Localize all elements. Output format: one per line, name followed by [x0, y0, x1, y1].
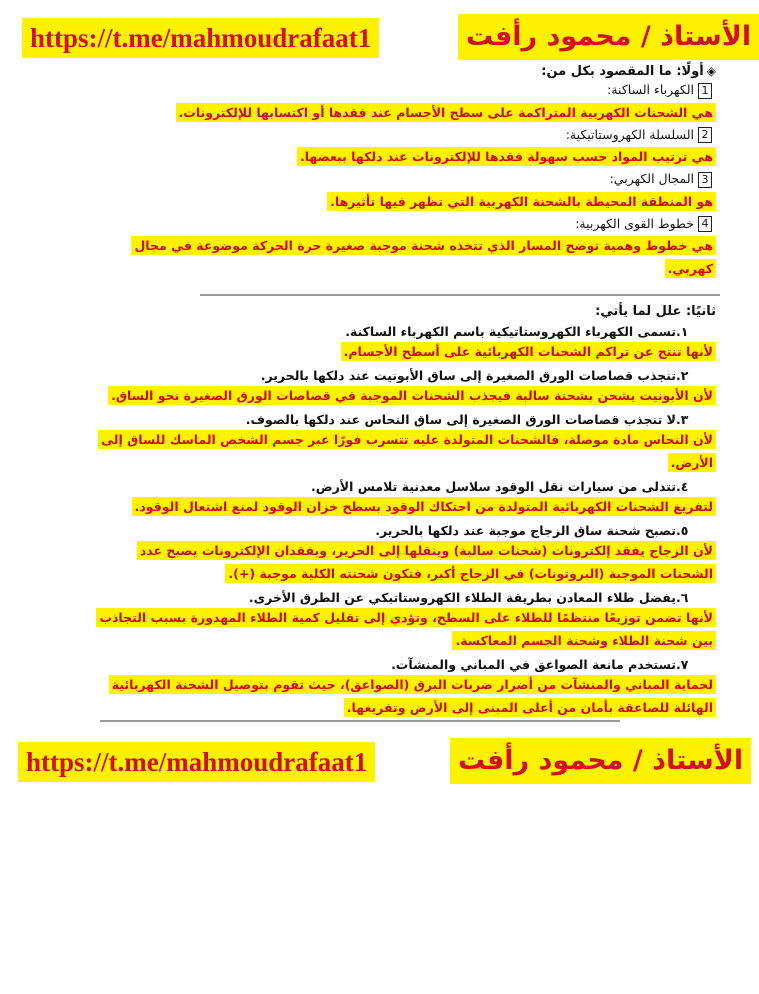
worksheet-content	[95, 60, 720, 722]
reason-answer: لأن النحاس مادة موصلة، فالشحنات المتولدة عليه تتسرب فورًا عبر جسم الشخص الماسك للساق إلى الأرض.	[95, 428, 720, 474]
reason-question: ٥.تصبح شحنة ساق الزجاج موجبة عند دلكها بالحرير.	[95, 523, 720, 538]
reason-question: ٧.تستخدم مانعة الصواعق في المباني والمنشآت.	[95, 657, 720, 672]
question-number: ١.	[676, 324, 689, 339]
reason-question: ٦.يفضل طلاء المعادن بطريقة الطلاء الكهروستاتيكي عن الطرق الأخرى.	[95, 590, 720, 605]
question-number: ٧.	[676, 657, 689, 672]
telegram-link[interactable]: https://t.me/mahmoudrafaat1	[18, 742, 375, 782]
question-number: ٢.	[676, 368, 689, 383]
question-number: ٦.	[676, 590, 689, 605]
reason-answer: لأن الزجاج يفقد إلكترونات (شحنات سالبة) وينقلها إلى الحرير، وبفقدان الإلكترونات يصبح عدد الشحنات الموجبة (البروتونات) في الزجاج أكبر، فتكون شحنته الكلية موجبة (+).	[95, 539, 720, 585]
reason-answer: لأن الأبونيت يشحن بشحنة سالبة فيجذب الشحنات الموجبة في قصاصات الورق الصغيرة نحو الساق.	[95, 384, 720, 407]
question-number: ٣.	[676, 412, 689, 427]
reason-answer: لأنها تضمن توزيعًا منتظمًا للطلاء على السطح، وتؤدي إلى تقليل كمية الطلاء المهدورة بسبب التجاذب بين شحنة الطلاء وشحنة الجسم المعاكسة.	[95, 606, 720, 652]
bottom-divider	[100, 720, 620, 722]
reason-answer: لحماية المباني والمنشآت من أضرار ضربات البرق (الصواعق)، حيث تقوم بتوصيل الشحنة الكهربائية الهائلة للصاعقة بأمان من أعلى المبنى إلى الأرض وتفريغها.	[95, 673, 720, 719]
definition-answer: هي ترتيب المواد حسب سهولة فقدها للإلكترونات عند دلكها ببعضها.	[95, 145, 720, 168]
section-divider	[200, 294, 720, 296]
definition-answer: هي الشحنات الكهربية المتراكمة على سطح الأجسام عند فقدها أو اكتسابها للإلكترونات.	[95, 101, 720, 124]
reason-question: ٣.لا تنجذب قصاصات الورق الصغيرة إلى ساق النحاس عند دلكها بالصوف.	[95, 412, 720, 427]
definition-answer: هي خطوط وهمية توضح المسار الذي تتخذه شحنة موجبة صغيرة حرة الحركة موضوعة في مجال كهربي.	[95, 234, 720, 280]
question-number: ٥.	[676, 523, 689, 538]
bottom-banner	[0, 736, 744, 788]
teacher-name: الأستاذ / محمود رأفت	[458, 14, 759, 60]
top-banner	[0, 14, 752, 66]
question-number: ٤.	[676, 479, 689, 494]
section2-heading: ثانيًا: علل لما يأتي:	[595, 304, 716, 319]
definition-term: 1الكهرباء الساكنة:	[95, 82, 720, 99]
term-number: 3	[698, 172, 712, 188]
reason-answer: لأنها تنتج عن تراكم الشحنات الكهربائية على أسطح الأجسام.	[95, 340, 720, 363]
reason-answer: لتفريغ الشحنات الكهربائية المتولدة من احتكاك الوقود بسطح خزان الوقود لمنع اشتعال الوقود.	[95, 495, 720, 518]
reason-question: ١.تسمى الكهرباء الكهروستاتيكية باسم الكهرباء الساكنة.	[95, 324, 720, 339]
definition-term: 2السلسلة الكهروستاتيكية:	[95, 127, 720, 144]
diamond-bullet-icon: ◈	[706, 64, 716, 78]
telegram-link[interactable]: https://t.me/mahmoudrafaat1	[22, 18, 379, 58]
term-number: 4	[698, 216, 712, 232]
section1-heading: ◈أولًا: ما المقصود بكل من:	[541, 64, 716, 79]
reason-question: ٤.تتدلى من سيارات نقل الوقود سلاسل معدنية تلامس الأرض.	[95, 479, 720, 494]
teacher-name: الأستاذ / محمود رأفت	[450, 738, 751, 784]
term-number: 1	[698, 83, 712, 99]
reason-question: ٢.تنجذب قصاصات الورق الصغيرة إلى ساق الأبونيت عند دلكها بالحرير.	[95, 368, 720, 383]
definition-term: 3المجال الكهربي:	[95, 171, 720, 188]
term-number: 2	[698, 127, 712, 143]
definition-term: 4خطوط القوى الكهربية:	[95, 216, 720, 233]
definition-answer: هو المنطقة المحيطة بالشحنة الكهربية التي تظهر فيها تأثيرها.	[95, 190, 720, 213]
